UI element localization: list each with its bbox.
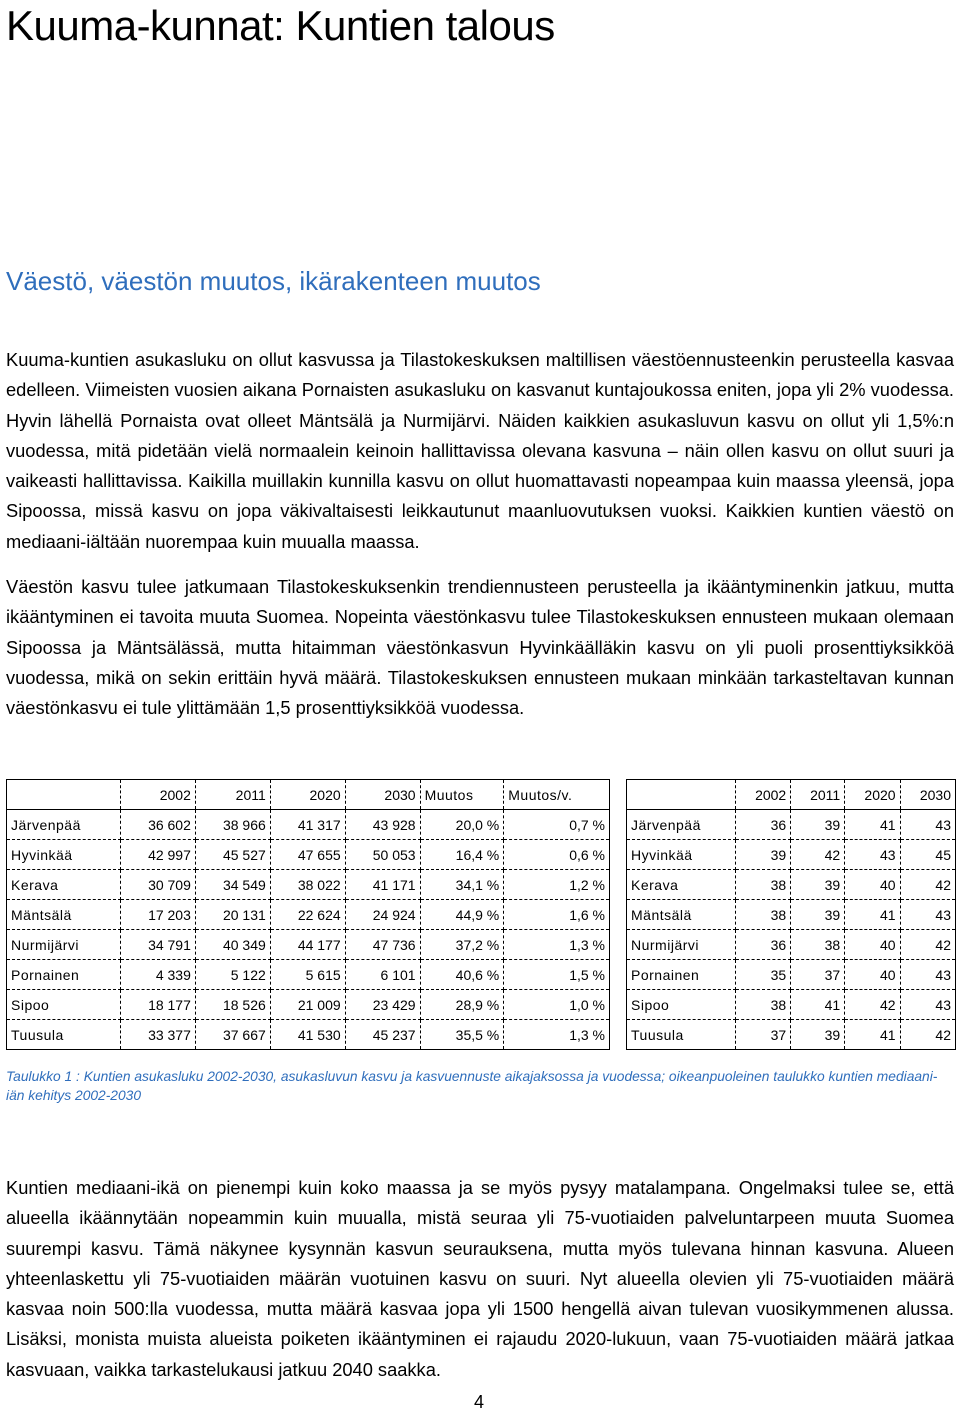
- table-cell: 41 317: [270, 810, 345, 840]
- table-cell: 17 203: [121, 900, 196, 930]
- table-header-row: [7, 780, 610, 810]
- table-cell: 41: [791, 990, 845, 1020]
- table-cell: 36 602: [121, 810, 196, 840]
- table-row: [627, 960, 956, 990]
- table-cell: 43: [900, 960, 955, 990]
- table-cell: 1,3 %: [504, 1020, 610, 1050]
- table-cell: 16,4 %: [420, 840, 504, 870]
- municipality-name: Järvenpää: [7, 810, 121, 840]
- table-cell: 40 349: [195, 930, 270, 960]
- table-cell: 22 624: [270, 900, 345, 930]
- table-row: [7, 960, 610, 990]
- table-cell: 34 549: [195, 870, 270, 900]
- table-cell: 34,1 %: [420, 870, 504, 900]
- table-cell: 40: [845, 960, 900, 990]
- table-row: [627, 930, 956, 960]
- municipality-name: Sipoo: [7, 990, 121, 1020]
- table-cell: 1,2 %: [504, 870, 610, 900]
- municipality-name: Hyvinkää: [7, 840, 121, 870]
- column-header: 2030: [345, 780, 420, 810]
- table-row: [7, 930, 610, 960]
- table-cell: 35,5 %: [420, 1020, 504, 1050]
- table-cell: 18 526: [195, 990, 270, 1020]
- column-header: 2002: [121, 780, 196, 810]
- table-cell: 42: [900, 1020, 955, 1050]
- table-caption: Taulukko 1 : Kuntien asukasluku 2002-2030, asukasluvun kasvu ja kasvuennuste aikajaksossa ja vuodessa; oikeanpuoleinen taulukko kuntien mediaani-iän kehitys 2002-2030: [6, 1069, 938, 1103]
- municipality-name: Mäntsälä: [627, 900, 736, 930]
- table-cell: 1,5 %: [504, 960, 610, 990]
- table-cell: 23 429: [345, 990, 420, 1020]
- table-cell: 39: [791, 1020, 845, 1050]
- table-cell: 39: [735, 840, 790, 870]
- municipality-name: Hyvinkää: [627, 840, 736, 870]
- table-cell: 43: [845, 840, 900, 870]
- table-cell: 41 530: [270, 1020, 345, 1050]
- table-cell: 40: [845, 930, 900, 960]
- table-row: [7, 840, 610, 870]
- table-cell: 41: [845, 1020, 900, 1050]
- table-cell: 38: [735, 870, 790, 900]
- table-cell: 28,9 %: [420, 990, 504, 1020]
- table-cell: 40: [845, 870, 900, 900]
- table-row: [627, 900, 956, 930]
- paragraph-population-growth: Kuuma-kuntien asukasluku on ollut kasvussa ja Tilastokeskuksen maltillisen väestöennusteenkin perusteella kasvaa edelleen. Viimeisten vuosien aikana Pornaisten asukasluku on kasvanut kuntajoukossa eniten, jopa yli 2% vuodessa. Hyvin lähellä Pornaista ovat olleet Mäntsälä ja Nurmijärvi. Näiden kaikkien asukasluvun kasvu on ollut yli 1,5%:n vuodessa, mitä pidetään vielä normaalein keinoin hallittavissa olevana kasvuna – näin ollen kasvu on ollut suuri ja vaikeasti hallittavissa. Kaikilla muillakin kunnilla kasvu on ollut huomattavasti nopeampaa kuin maassa yleensä, jopa Sipoossa, missä kasvu on jopa väkivaltaisesti leikkautunut maanluovutuksen vuoksi. Kaikkien kuntien väestö on mediaani-iältään nuorempaa kuin muualla maassa.: [6, 349, 954, 552]
- table-cell: 37 667: [195, 1020, 270, 1050]
- table-cell: 38 966: [195, 810, 270, 840]
- municipality-name: Kerava: [627, 870, 736, 900]
- table-cell: 6 101: [345, 960, 420, 990]
- table-cell: 5 122: [195, 960, 270, 990]
- table-cell: 43: [900, 900, 955, 930]
- table-cell: 36: [735, 810, 790, 840]
- table-row: [7, 1020, 610, 1050]
- table-row: [7, 900, 610, 930]
- paragraph-population-forecast: Väestön kasvu tulee jatkumaan Tilastokeskuksenkin trendiennusteen perusteella ja ikääntyminenkin jatkuu, mutta ikääntyminen ei tavoita muuta Suomea. Nopeinta väestönkasvu tulee Tilastokeskuksen ennusteen mukaan olemaan Sipoossa ja Mäntsälässä, mutta hitaimman väestönkasvun Hyvinkäälläkin kasvu on yli puoli prosenttiyksikköä vuodessa, mikä on sekin erittäin hyvä määrä. Tilastokeskuksen ennusteen mukaan minkään tarkasteltavan kunnan väestönkasvu ei tule ylittämään 1,5 prosenttiyksikköä vuodessa.: [6, 576, 954, 719]
- column-header: 2030: [900, 780, 955, 810]
- table-row: [627, 870, 956, 900]
- table-cell: 39: [791, 900, 845, 930]
- table-cell: 42: [900, 870, 955, 900]
- table-row: [7, 990, 610, 1020]
- section-heading: Väestö, väestön muutos, ikärakenteen muutos: [6, 266, 541, 296]
- column-header: [627, 780, 736, 810]
- table-cell: 39: [791, 870, 845, 900]
- table-cell: 42: [845, 990, 900, 1020]
- table-cell: 50 053: [345, 840, 420, 870]
- municipality-name: Pornainen: [7, 960, 121, 990]
- table-cell: 37: [791, 960, 845, 990]
- table-cell: 35: [735, 960, 790, 990]
- municipality-name: Tuusula: [627, 1020, 736, 1050]
- table-cell: 34 791: [121, 930, 196, 960]
- municipality-name: Nurmijärvi: [627, 930, 736, 960]
- table-cell: 38: [735, 900, 790, 930]
- municipality-name: Nurmijärvi: [7, 930, 121, 960]
- table-cell: 40,6 %: [420, 960, 504, 990]
- table-cell: 39: [791, 810, 845, 840]
- table-cell: 41: [845, 810, 900, 840]
- table-cell: 43 928: [345, 810, 420, 840]
- table-cell: 44,9 %: [420, 900, 504, 930]
- table-cell: 45 237: [345, 1020, 420, 1050]
- municipality-name: Pornainen: [627, 960, 736, 990]
- table-cell: 24 924: [345, 900, 420, 930]
- table-cell: 38: [735, 990, 790, 1020]
- table-cell: 43: [900, 810, 955, 840]
- table-cell: 33 377: [121, 1020, 196, 1050]
- table-row: [7, 870, 610, 900]
- table-row: [7, 810, 610, 840]
- municipality-name: Mäntsälä: [7, 900, 121, 930]
- table-cell: 1,6 %: [504, 900, 610, 930]
- column-header: 2002: [735, 780, 790, 810]
- page-number: 4: [474, 1392, 485, 1412]
- table-header-row: [627, 780, 956, 810]
- table-cell: 0,6 %: [504, 840, 610, 870]
- table-cell: 47 736: [345, 930, 420, 960]
- column-header: [7, 780, 121, 810]
- table-row: [627, 840, 956, 870]
- table-cell: 43: [900, 990, 955, 1020]
- page-title: Kuuma-kunnat: Kuntien talous: [6, 2, 555, 49]
- table-cell: 41 171: [345, 870, 420, 900]
- population-table: [6, 779, 610, 1050]
- table-cell: 20,0 %: [420, 810, 504, 840]
- table-cell: 38 022: [270, 870, 345, 900]
- table-cell: 45 527: [195, 840, 270, 870]
- municipality-name: Järvenpää: [627, 810, 736, 840]
- paragraph-median-age: Kuntien mediaani-ikä on pienempi kuin koko maassa ja se myös pysyy matalampana. Ongelmaksi tulee se, että alueella ikäännytään nopeammin kuin muualla, mistä seuraa yli 75-vuotiaiden palveluntarpeen muuta Suomea suurempi kasvu. Tämä näkynee kysynnän kasvun seurauksena, mutta myös tulevana hinnan kasvuna. Alueen yhteenlaskettu yli 75-vuotiaiden määrän vuotuinen kasvu on suuri. Nyt alueella olevien yli 75-vuotiaiden määrä kasvaa noin 500:lla vuodessa, mutta määrä kasvaa jopa yli 1500 hengellä aivan tulevan vuosikymmenen alussa. Lisäksi, monista muista alueista poiketen ikääntyminen ei rajaudu 2020-lukuun, vaan 75-vuotiaiden määrä jatkaa kasvuaan, vaikka tarkastelukausi jatkuu 2040 saakka.: [6, 1177, 954, 1380]
- column-header: 2011: [195, 780, 270, 810]
- table-cell: 37: [735, 1020, 790, 1050]
- table-cell: 38: [791, 930, 845, 960]
- table-cell: 5 615: [270, 960, 345, 990]
- table-row: [627, 810, 956, 840]
- table-cell: 42: [791, 840, 845, 870]
- municipality-name: Sipoo: [627, 990, 736, 1020]
- table-cell: 42 997: [121, 840, 196, 870]
- column-header: 2020: [270, 780, 345, 810]
- table-cell: 37,2 %: [420, 930, 504, 960]
- table-cell: 36: [735, 930, 790, 960]
- table-row: [627, 990, 956, 1020]
- table-cell: 1,0 %: [504, 990, 610, 1020]
- table-cell: 0,7 %: [504, 810, 610, 840]
- column-header: Muutos: [420, 780, 504, 810]
- table-cell: 18 177: [121, 990, 196, 1020]
- column-header: 2011: [791, 780, 845, 810]
- table-cell: 21 009: [270, 990, 345, 1020]
- table-cell: 20 131: [195, 900, 270, 930]
- table-cell: 41: [845, 900, 900, 930]
- median-age-table: [626, 779, 956, 1050]
- table-cell: 42: [900, 930, 955, 960]
- table-cell: 1,3 %: [504, 930, 610, 960]
- table-cell: 44 177: [270, 930, 345, 960]
- column-header: 2020: [845, 780, 900, 810]
- municipality-name: Kerava: [7, 870, 121, 900]
- table-row: [627, 1020, 956, 1050]
- table-cell: 4 339: [121, 960, 196, 990]
- table-cell: 47 655: [270, 840, 345, 870]
- table-cell: 30 709: [121, 870, 196, 900]
- table-cell: 45: [900, 840, 955, 870]
- column-header: Muutos/v.: [504, 780, 610, 810]
- municipality-name: Tuusula: [7, 1020, 121, 1050]
